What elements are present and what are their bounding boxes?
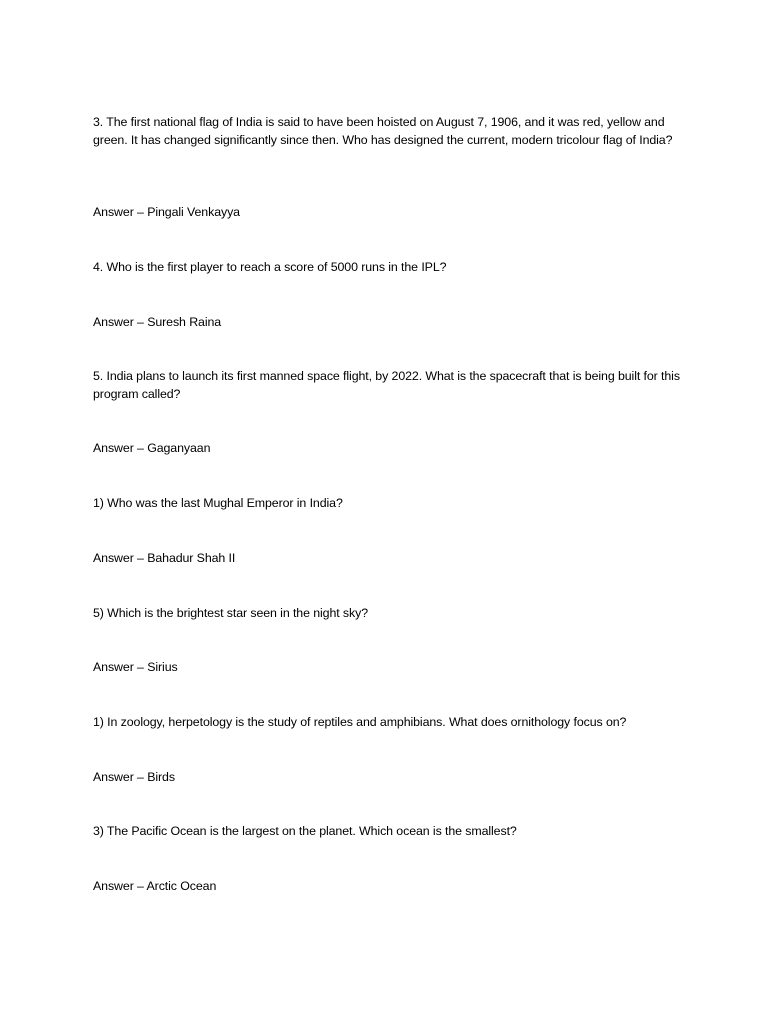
question-paragraph: 5. India plans to launch its first manned space flight, by 2022. What is the spacecraft that is being built for this program called? [93, 369, 680, 401]
answer-paragraph: Answer – Bahadur Shah II [93, 551, 236, 565]
question-paragraph: 4. Who is the first player to reach a score of 5000 runs in the IPL? [93, 260, 447, 274]
answer-paragraph: Answer – Arctic Ocean [93, 879, 217, 893]
question-paragraph: 5) Which is the brightest star seen in the night sky? [93, 606, 369, 620]
question-paragraph: 1) Who was the last Mughal Emperor in India? [93, 496, 343, 510]
answer-paragraph: Answer – Suresh Raina [93, 315, 222, 329]
answer-paragraph: Answer – Sirius [93, 660, 178, 674]
question-paragraph: 3. The first national flag of India is said to have been hoisted on August 7, 1906, and it was red, yellow and green. It has changed significantly since then. Who has designed the current, modern tricolour flag of India? [93, 115, 673, 147]
answer-paragraph: Answer – Gaganyaan [93, 441, 211, 455]
answer-paragraph: Answer – Pingali Venkayya [93, 205, 240, 219]
answer-paragraph: Answer – Birds [93, 770, 175, 784]
question-paragraph: 1) In zoology, herpetology is the study of reptiles and amphibians. What does ornithology focus on? [93, 715, 627, 729]
question-paragraph: 3) The Pacific Ocean is the largest on the planet. Which ocean is the smallest? [93, 824, 517, 838]
